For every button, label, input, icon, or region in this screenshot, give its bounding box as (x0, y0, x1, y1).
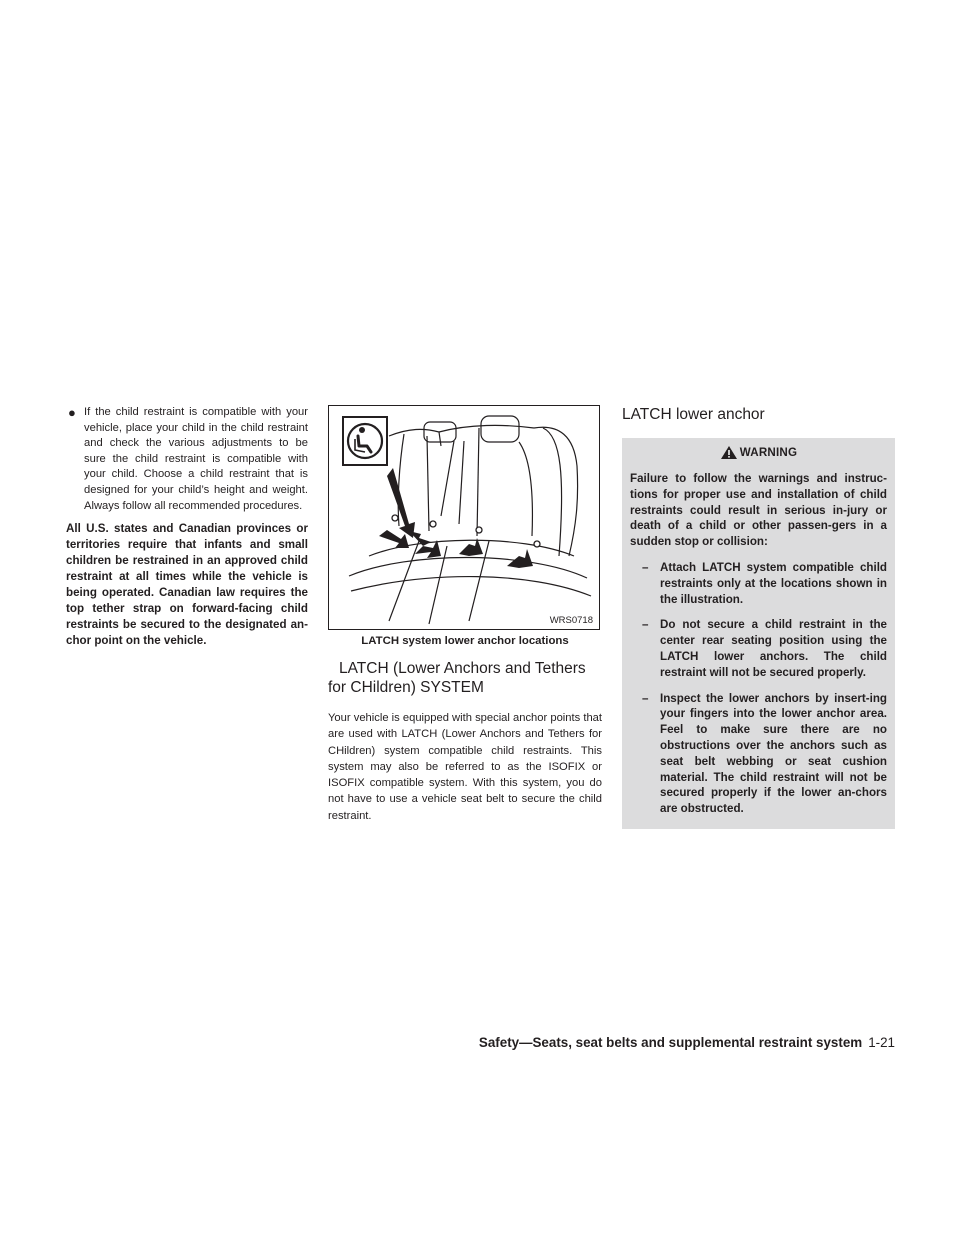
anchor-arrows (379, 468, 533, 568)
latch-heading (622, 405, 895, 424)
figure-code: WRS0718 (549, 615, 593, 626)
page-footer (0, 1034, 895, 1052)
section-title-line-1: LATCH (Lower Anchors and Tethers (339, 660, 586, 677)
bullet-item (66, 405, 308, 514)
section-title-line-2: for CHildren) SYSTEM (328, 679, 484, 696)
latch-figure (328, 405, 600, 630)
middle-column (328, 405, 602, 824)
right-column (622, 405, 895, 829)
warning-item-text: Attach LATCH system compatible child restraints only at the locations shown in the illustration. (660, 560, 887, 606)
figure-caption: LATCH system lower anchor locations (361, 635, 569, 647)
latch-symbol-icon (343, 417, 387, 465)
warning-item-text: Do not secure a child restraint in the center rear seating position using the LATCH lower anchors. The child restraint will not be secured properly. (660, 618, 887, 679)
warning-item (630, 617, 887, 680)
dash-glyph: – (642, 560, 649, 574)
footer-title: Safety—Seats, seat belts and supplemental restraint system (478, 1035, 863, 1050)
warning-label: WARNING (739, 445, 798, 459)
warning-header (630, 444, 887, 460)
latch-heading-rest: lower anchor (671, 406, 765, 423)
latch-description: Your vehicle is equipped with special anchor points that are used with LATCH (Lower Anchors and Tethers for CHildren) system compatible child restraints. This system may also be referred to as the ISOFIX or ISOFIX compatible system. With this system, you do not have to use a vehicle seat belt to secure the child restraint. (328, 712, 602, 822)
dash-glyph: – (642, 618, 649, 632)
warning-box (622, 438, 895, 829)
warning-intro: Failure to follow the warnings and instruc-tions for proper use and installation of child restraints could result in serious in-jury or death of a child or other passen-gers in a sudden stop or collision: (630, 472, 887, 549)
section-title (328, 659, 602, 697)
bullet-icon: ● (68, 405, 76, 420)
latch-heading-caps: LATCH (622, 406, 672, 423)
bullet-text: If the child restraint is compatible with your vehicle, place your child in the child restraint and check the various adjustments to be sure the child restraint is compatible with your child. Choose a child restraint that is designed for your child’s height and weight. Always follow all recommended procedures. (84, 406, 308, 512)
page-number: 1-21 (868, 1035, 895, 1050)
warning-item (630, 560, 887, 607)
warning-item (630, 691, 887, 817)
warning-item-text: Inspect the lower anchors by insert-ing your fingers into the lower anchor area. Feel to make sure there are no obstructions over the anchors such as seat belt webbing or seat cushion material. The child restraint will not be secured properly if the lower an-chors are obstructed. (660, 691, 887, 816)
dash-glyph: – (642, 691, 649, 705)
rear-seat-illustration (329, 406, 599, 629)
warning-triangle-icon (720, 445, 738, 460)
law-paragraph: All U.S. states and Canadian provinces or territories require that infants and small children be restrained in an approved child restraint at all times while the vehicle is being operated. Canadian law requires the top tether strap on forward-facing child restraints be secured to the designated an-chor point on the vehicle. (66, 522, 308, 647)
left-column (66, 405, 308, 648)
